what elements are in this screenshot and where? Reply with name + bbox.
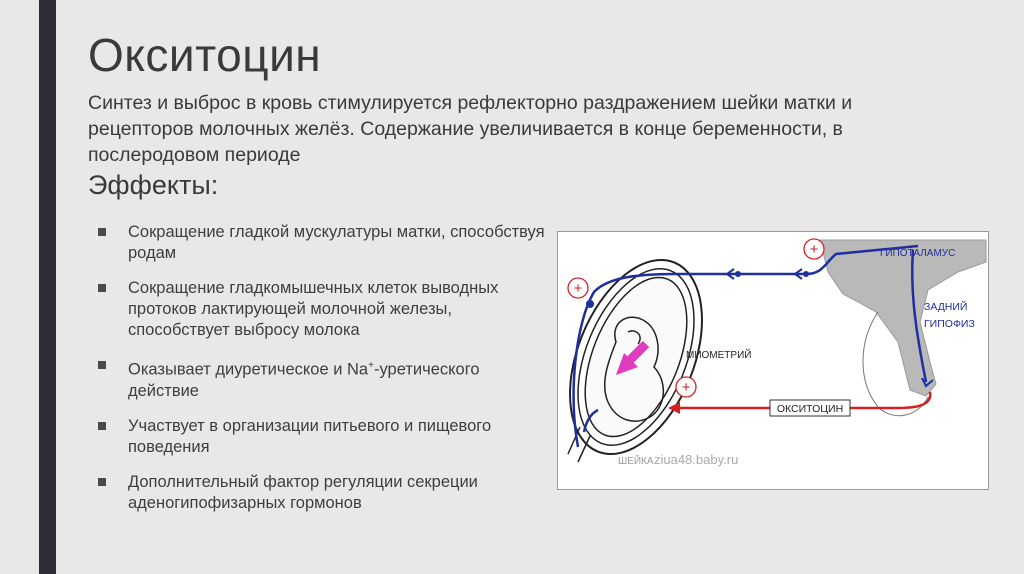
synapse-dot	[735, 271, 741, 277]
bullet-square-icon	[98, 422, 106, 430]
cervix-label: ШЕЙКА	[618, 456, 654, 467]
list-item-text: Дополнительный фактор регуляции секреции аденогипофизарных гормонов	[128, 472, 478, 512]
pituitary-label: ГИПОФИЗ	[924, 318, 975, 330]
synapse-dot	[586, 300, 594, 308]
effects-list	[98, 222, 548, 528]
list-item-text-cont: -уретического действие	[128, 360, 480, 400]
bullet-square-icon	[98, 478, 106, 486]
plus-sign: +	[809, 241, 819, 258]
hormone-arrowhead-icon	[668, 402, 680, 414]
oxytocin-reflex-diagram	[557, 231, 989, 490]
superscript-plus: +	[368, 360, 374, 371]
list-item	[98, 416, 548, 458]
list-item-text: Участвует в организации питьевого и пищевого поведения	[128, 416, 492, 456]
oxytocin-label: ОКСИТОЦИН	[776, 403, 844, 415]
watermark-text: ziua48.baby.ru	[654, 452, 739, 467]
diagram-canvas	[558, 232, 988, 489]
list-item-text: Сокращение гладкомышечных клеток выводных протоков лактирующей молочной железы, способствует выбросу молока	[128, 279, 499, 339]
bullet-square-icon	[98, 361, 106, 369]
list-item-text: Оказывает диуретическое и Na	[128, 360, 369, 379]
intro-paragraph: Синтез и выброс в кровь стимулируется рефлекторно раздражением шейки матки и рецепторов молочных желёз. Содержание увеличивается в конце беременности, в послеродовом периоде	[88, 92, 853, 166]
list-item	[98, 222, 548, 264]
plus-sign: +	[573, 280, 583, 297]
list-item	[98, 355, 548, 402]
list-item	[98, 472, 548, 514]
bullet-square-icon	[98, 284, 106, 292]
list-item	[98, 278, 548, 341]
hypothalamus-label: ГИПОТАЛАМУС	[880, 248, 956, 259]
list-item-text: Сокращение гладкой мускулатуры матки, способствуя родам	[128, 223, 545, 262]
plus-sign: +	[681, 379, 691, 396]
posterior-label: ЗАДНИЙ	[924, 301, 968, 313]
left-accent-bar	[39, 0, 56, 574]
page-title: Окситоцин	[88, 29, 322, 81]
synapse-dot	[803, 271, 809, 277]
effects-heading: Эффекты:	[88, 170, 219, 200]
myometrium-label: МИОМЕТРИЙ	[686, 350, 752, 361]
bullet-square-icon	[98, 228, 106, 236]
